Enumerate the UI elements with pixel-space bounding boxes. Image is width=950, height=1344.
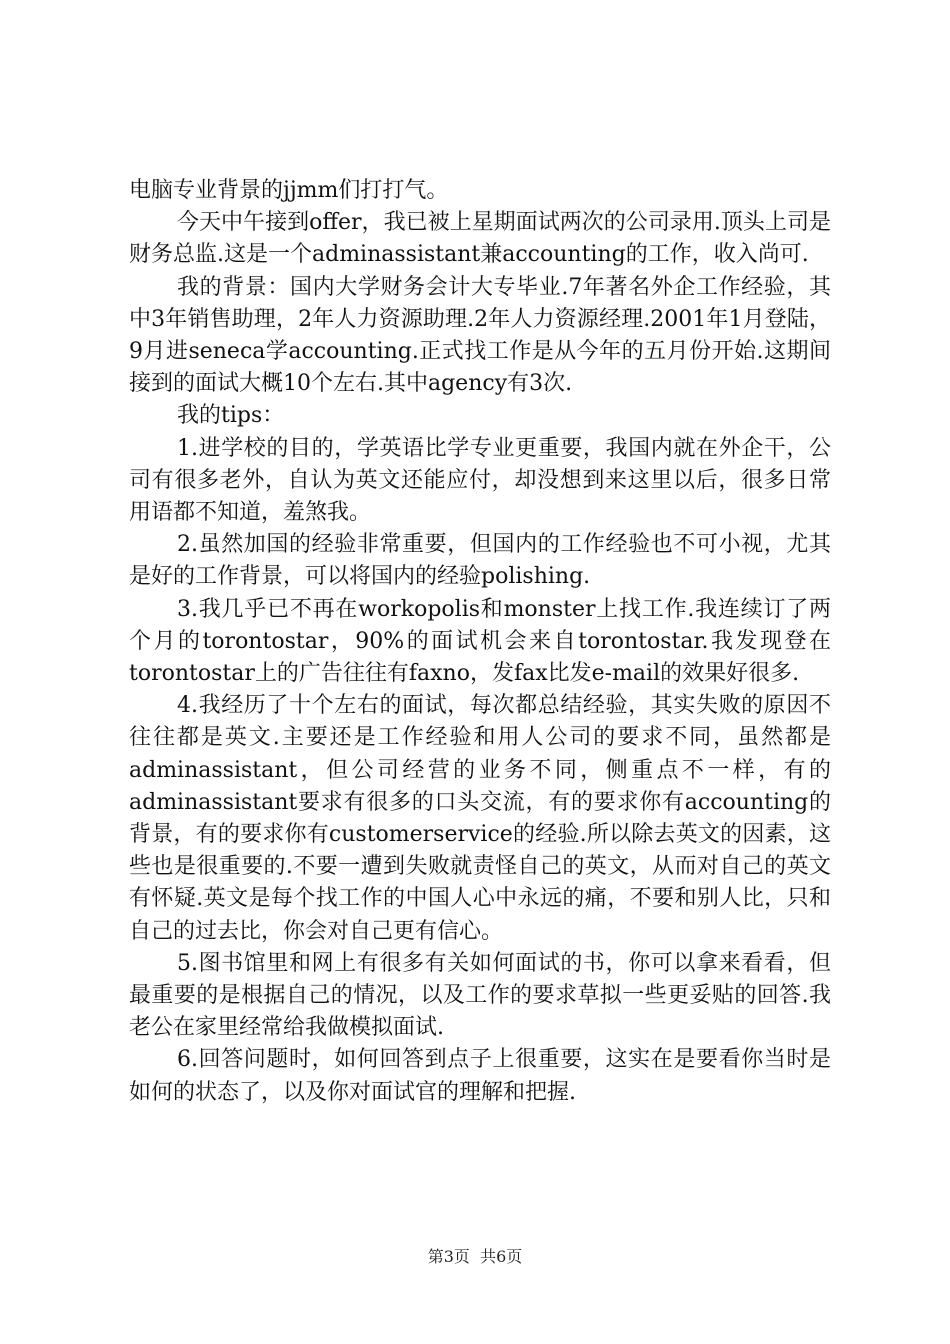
paragraph-tip-4: 4.我经历了十个左右的面试，每次都总结经验，其实失败的原因不往往都是英文.主要还是工作经验和用人公司的要求不同，虽然都是adminassistant，但公司经营的业务不同，侧重点不一样，有的adminassistant要求有很多的口头交流，有的要求你有accounting的背景，有的要求你有customerservice的经验.所以除去英文的因素，这些也是很重要的.不要一遭到失败就责怪自己的英文，从而对自己的英文有怀疑.英文是每个找工作的中国人心中永远的痛，不要和别人比，只和自己的过去比，你会对自己更有信心。 <box>129 693 831 944</box>
paragraph-tip-1: 1.进学校的目的，学英语比学专业更重要，我国内就在外企干，公司有很多老外，自认为英文还能应付，却没想到来这里以后，很多日常用语都不知道，羞煞我。 <box>129 435 831 526</box>
paragraph-tips-heading: 我的tips： <box>177 403 285 429</box>
paragraph-tip-2: 2.虽然加国的经验非常重要，但国内的工作经验也不可小视，尤其是好的工作背景，可以将国内的经验polishing. <box>129 532 831 590</box>
paragraph-background: 我的背景：国内大学财务会计大专毕业.7年著名外企工作经验，其中3年销售助理，2年人力资源助理.2年人力资源经理.2001年1月登陆，9月进seneca学accounting.正式找工作是从今年的五月份开始.这期间接到的面试大概10个左右.其中agency有3次. <box>129 274 831 397</box>
paragraph-tip-6: 6.回答问题时，如何回答到点子上很重要，这实在是要看你当时是如何的状态了，以及你对面试官的理解和把握. <box>129 1047 831 1105</box>
paragraph-continuation: 电脑专业背景的jjmm们打打气。 <box>129 178 449 203</box>
paragraph-tip-5: 5.图书馆里和网上有很多有关如何面试的书，你可以拿来看看，但最重要的是根据自己的情况，以及工作的要求草拟一些更妥贴的回答.我老公在家里经常给我做模拟面试. <box>129 950 831 1041</box>
page-number-footer: 第3页 共6页 <box>427 1247 523 1266</box>
paragraph-tip-3: 3.我几乎已不再在workopolis和monster上找工作.我连续订了两个月的torontostar，90%的面试机会来自torontostar.我发现登在torontostar上的广告往往有faxno，发fax比发e-mail的效果好很多. <box>129 596 831 687</box>
paragraph-offer: 今天中午接到offer，我已被上星期面试两次的公司录用.顶头上司是财务总监.这是一个adminassistant兼accounting的工作，收入尚可. <box>129 210 831 268</box>
document-body <box>129 175 831 1109</box>
